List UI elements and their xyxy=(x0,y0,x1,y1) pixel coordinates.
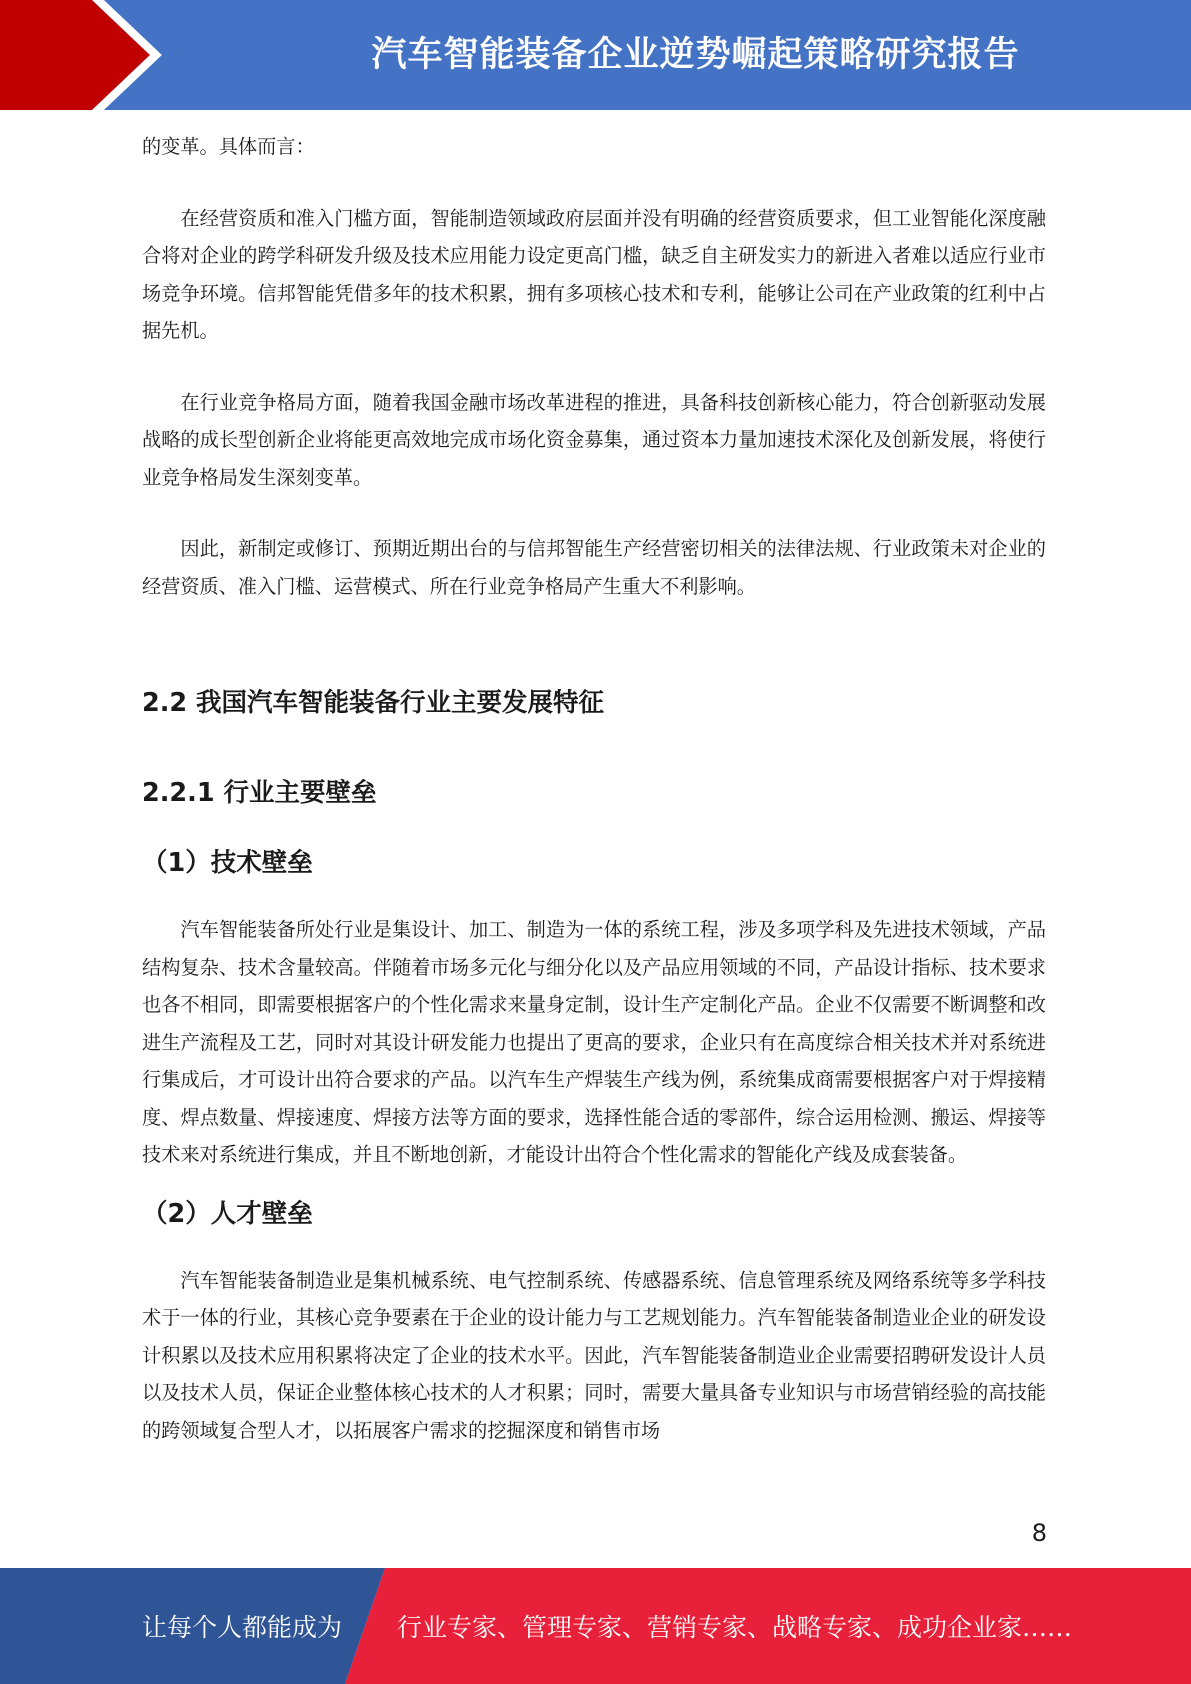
report-header xyxy=(0,0,1191,110)
document-body xyxy=(142,128,1046,1449)
footer-slogan-right: 行业专家、管理专家、营销专家、战略专家、成功企业家…… xyxy=(397,1613,1073,1642)
section-heading-2-2: 2.2 我国汽车智能装备行业主要发展特征 xyxy=(142,688,605,718)
intro-paragraph: 的变革。具体而言： xyxy=(142,135,315,158)
header-arrow-decoration xyxy=(0,0,200,110)
page-number: 8 xyxy=(1031,1519,1047,1547)
paragraph-talent-barrier: 汽车智能装备制造业是集机械系统、电气控制系统、传感器系统、信息管理系统及网络系统等多学科技术于一体的行业，其核心竞争要素在于企业的设计能力与工艺规划能力。汽车智能装备制造业企业的研发设计积累以及技术应用积累将决定了企业的技术水平。因此，汽车智能装备制造业企业需要招聘研发设计人员以及技术人员，保证企业整体核心技术的人才积累；同时，需要大量具备专业知识与市场营销经验的高技能的跨领域复合型人才，以拓展客户需求的挖掘深度和销售市场 xyxy=(142,1268,1046,1442)
paragraph-tech-barrier: 汽车智能装备所处行业是集设计、加工、制造为一体的系统工程，涉及多项学科及先进技术领域，产品结构复杂、技术含量较高。伴随着市场多元化与细分化以及产品应用领域的不同，产品设计指标、技术要求也各不相同，即需要根据客户的个性化需求来量身定制，设计生产定制化产品。企业不仅需要不断调整和改进生产流程及工艺，同时对其设计研发能力也提出了更高的要求，企业只有在高度综合相关技术并对系统进行集成后，才可设计出符合要求的产品。以汽车生产焊装生产线为例，系统集成商需要根据客户对于焊接精度、焊点数量、焊接速度、焊接方法等方面的要求，选择性能合适的零部件，综合运用检测、搬运、焊接等技术来对系统进行集成，并且不断地创新，才能设计出符合个性化需求的智能化产线及成套装备。 xyxy=(142,918,1046,1166)
subheading-talent-barrier: （2）人才壁垒 xyxy=(142,1198,313,1229)
section-heading-2-2-1: 2.2.1 行业主要壁垒 xyxy=(142,778,377,808)
report-footer xyxy=(0,1568,1191,1684)
paragraph-competition: 在行业竞争格局方面，随着我国金融市场改革进程的推进，具备科技创新核心能力，符合创新驱动发展战略的成长型创新企业将能更高效地完成市场化资金募集，通过资本力量加速技术深化及创新发展，将使行业竞争格局发生深刻变革。 xyxy=(142,390,1046,489)
footer-slogan-left: 让每个人都能成为 xyxy=(142,1613,343,1642)
report-title: 汽车智能装备企业逆势崛起策略研究报告 xyxy=(371,35,1020,75)
paragraph-conclusion: 因此，新制定或修订、预期近期出台的与信邦智能生产经营密切相关的法律法规、行业政策未对企业的经营资质、准入门槛、运营模式、所在行业竞争格局产生重大不利影响。 xyxy=(142,537,1046,598)
subheading-tech-barrier: （1）技术壁垒 xyxy=(142,848,313,878)
paragraph-qualification: 在经营资质和准入门槛方面，智能制造领域政府层面并没有明确的经营资质要求，但工业智能化深度融合将对企业的跨学科研发升级及技术应用能力设定更高门槛，缺乏自主研发实力的新进入者难以适应行业市场竞争环境。信邦智能凭借多年的技术积累，拥有多项核心技术和专利，能够让公司在产业政策的红利中占据先机。 xyxy=(142,206,1046,342)
